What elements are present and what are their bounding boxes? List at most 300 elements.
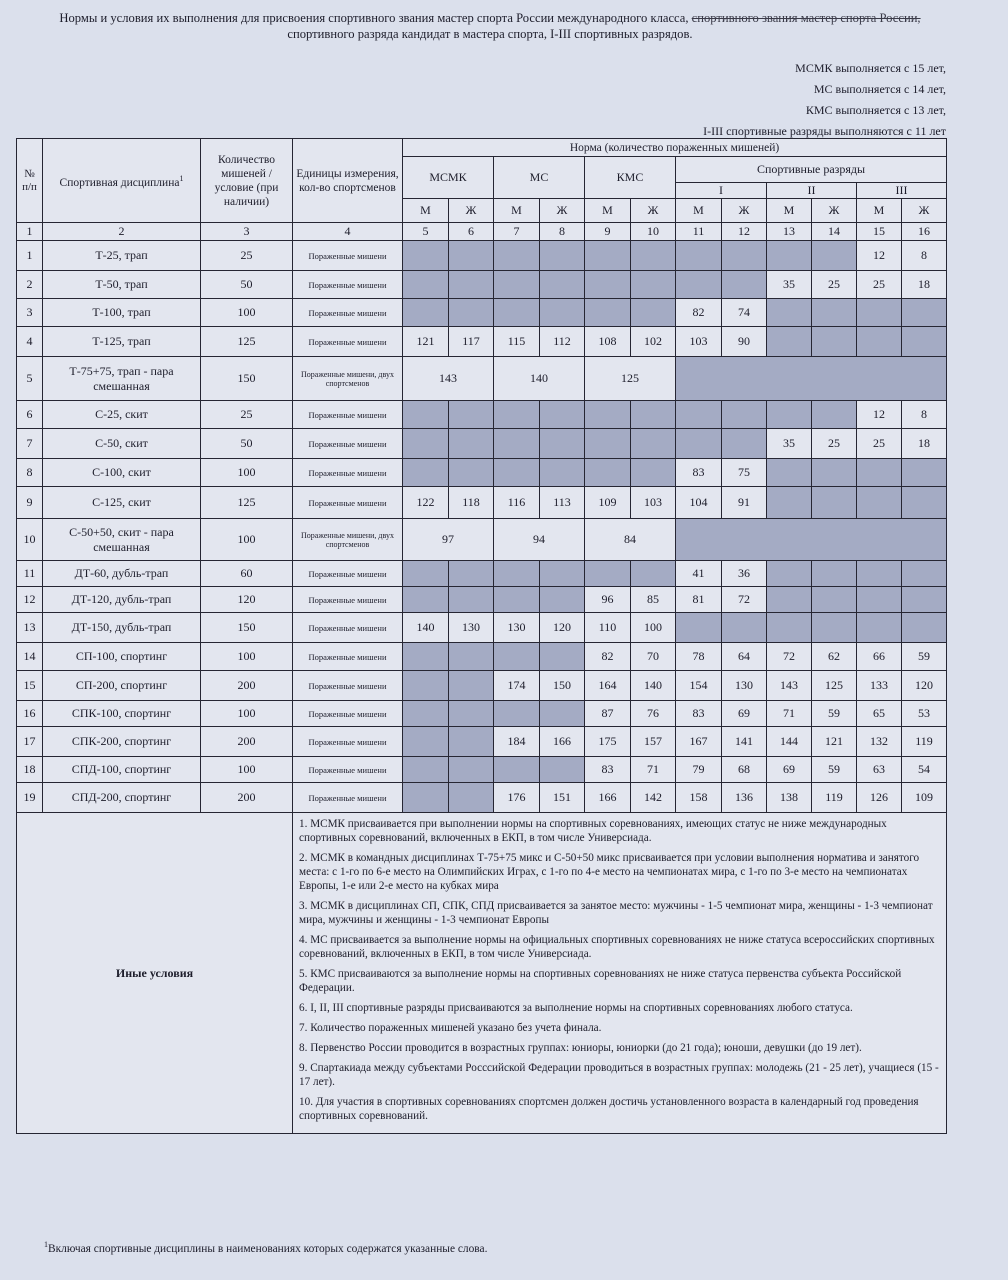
target-count: 25: [201, 401, 293, 429]
norm-value: 109: [902, 783, 947, 813]
norm-value: 96: [585, 587, 631, 613]
discipline-name: ДТ-60, дубль-трап: [43, 561, 201, 587]
empty-norm-cell: [902, 587, 947, 613]
norm-value: 133: [857, 671, 902, 701]
norm-value: 132: [857, 727, 902, 757]
empty-norm-cell: [857, 587, 902, 613]
empty-norm-cell: [812, 241, 857, 271]
empty-norm-cell: [812, 487, 857, 519]
norm-value: 82: [676, 299, 722, 327]
norm-value: 70: [631, 643, 676, 671]
norm-value: 144: [767, 727, 812, 757]
norm-value: 59: [812, 701, 857, 727]
column-number: 13: [767, 223, 812, 241]
discipline-name: С-50+50, скит - пара смешанная: [43, 519, 201, 561]
empty-norm-cell: [767, 587, 812, 613]
norm-value: 126: [857, 783, 902, 813]
condition-note: 8. Первенство России проводится в возрастных группах: юниоры, юниорки (до 21 года); юноши, девушки (до 19 лет).: [299, 1042, 862, 1054]
norm-value: 100: [631, 613, 676, 643]
norm-value: 112: [540, 327, 585, 357]
empty-norm-cell: [767, 327, 812, 357]
unit-cell: Пораженные мишени: [293, 429, 403, 459]
norm-value: 121: [812, 727, 857, 757]
target-count: 200: [201, 671, 293, 701]
norm-value: 138: [767, 783, 812, 813]
empty-norm-cell: [676, 519, 947, 561]
target-count: 100: [201, 757, 293, 783]
unit-cell: Пораженные мишени: [293, 241, 403, 271]
norm-value: 87: [585, 701, 631, 727]
norm-value: 143: [767, 671, 812, 701]
unit-cell: Пораженные мишени: [293, 757, 403, 783]
norm-value: 83: [585, 757, 631, 783]
row-number: 3: [17, 299, 43, 327]
row-number: 7: [17, 429, 43, 459]
norm-value: 150: [540, 671, 585, 701]
target-count: 200: [201, 783, 293, 813]
empty-norm-cell: [767, 401, 812, 429]
table-row: [17, 271, 947, 299]
col-header-discipline: [43, 139, 201, 223]
norm-value: 8: [902, 241, 947, 271]
table-row: [17, 757, 947, 783]
norm-value: 164: [585, 671, 631, 701]
empty-norm-cell: [494, 299, 540, 327]
gender-zh-header: Ж: [540, 199, 585, 223]
norm-value: 72: [767, 643, 812, 671]
norm-header: Норма (количество пораженных мишеней): [403, 139, 947, 157]
unit-cell: Пораженные мишени: [293, 327, 403, 357]
unit-cell: Пораженные мишени: [293, 727, 403, 757]
empty-norm-cell: [812, 587, 857, 613]
norm-value: 69: [722, 701, 767, 727]
norms-table: [16, 138, 947, 1134]
norm-value: 12: [857, 241, 902, 271]
table-row: [17, 401, 947, 429]
unit-cell: Пораженные мишени: [293, 459, 403, 487]
norm-value: 18: [902, 271, 947, 299]
kms-header: КМС: [585, 157, 676, 199]
empty-norm-cell: [585, 271, 631, 299]
empty-norm-cell: [540, 757, 585, 783]
norm-value: 116: [494, 487, 540, 519]
empty-norm-cell: [494, 401, 540, 429]
empty-norm-cell: [540, 643, 585, 671]
norm-value: 130: [722, 671, 767, 701]
norm-value: 25: [812, 429, 857, 459]
pair-norm-kms: 125: [585, 357, 676, 401]
empty-norm-cell: [403, 587, 449, 613]
norm-value: 78: [676, 643, 722, 671]
table-row: [17, 357, 947, 401]
age-requirements: [703, 58, 946, 142]
empty-norm-cell: [449, 701, 494, 727]
condition-note: 7. Количество пораженных мишеней указано без учета финала.: [299, 1022, 602, 1034]
empty-norm-cell: [403, 701, 449, 727]
msmk-header: МСМК: [403, 157, 494, 199]
row-number: 1: [17, 241, 43, 271]
discipline-name: Т-25, трап: [43, 241, 201, 271]
norm-value: 118: [449, 487, 494, 519]
norm-value: 130: [449, 613, 494, 643]
ranks-header: Спортивные разряды: [676, 157, 947, 183]
norm-value: 130: [494, 613, 540, 643]
empty-norm-cell: [767, 613, 812, 643]
target-count: 100: [201, 299, 293, 327]
title-struck-text: спортивного звания мастер спорта России,: [691, 11, 921, 25]
empty-norm-cell: [857, 487, 902, 519]
empty-norm-cell: [540, 701, 585, 727]
empty-norm-cell: [449, 671, 494, 701]
empty-norm-cell: [902, 561, 947, 587]
norm-value: 66: [857, 643, 902, 671]
empty-norm-cell: [403, 561, 449, 587]
empty-norm-cell: [722, 271, 767, 299]
column-number: 11: [676, 223, 722, 241]
gender-m-header: М: [494, 199, 540, 223]
empty-norm-cell: [722, 429, 767, 459]
empty-norm-cell: [812, 613, 857, 643]
target-count: 125: [201, 487, 293, 519]
empty-norm-cell: [449, 783, 494, 813]
condition-note: 2. МСМК в командных дисциплинах Т-75+75 микс и С-50+50 микс присваивается при условии выполнения норматива и занятого места: с 1-го по 6-е место на Олимпийских Играх, с 1-го по 4-е место на чемпионатах мира, с 1-го по 3-е место на чемпионатах Европы, 1-е или 2-е место на кубках мира: [299, 852, 920, 892]
target-count: 60: [201, 561, 293, 587]
empty-norm-cell: [857, 299, 902, 327]
empty-norm-cell: [676, 241, 722, 271]
row-number: 19: [17, 783, 43, 813]
empty-norm-cell: [403, 429, 449, 459]
table-row: [17, 587, 947, 613]
target-count: 50: [201, 429, 293, 459]
row-number: 12: [17, 587, 43, 613]
table-row: [17, 671, 947, 701]
empty-norm-cell: [722, 613, 767, 643]
norm-value: 151: [540, 783, 585, 813]
empty-norm-cell: [449, 429, 494, 459]
table-row: [17, 643, 947, 671]
unit-cell: Пораженные мишени: [293, 401, 403, 429]
empty-norm-cell: [494, 587, 540, 613]
empty-norm-cell: [494, 241, 540, 271]
empty-norm-cell: [449, 401, 494, 429]
discipline-name: Т-50, трап: [43, 271, 201, 299]
empty-norm-cell: [585, 241, 631, 271]
empty-norm-cell: [676, 401, 722, 429]
empty-norm-cell: [631, 271, 676, 299]
empty-norm-cell: [449, 587, 494, 613]
discipline-name: ДТ-150, дубль-трап: [43, 613, 201, 643]
ms-header: МС: [494, 157, 585, 199]
row-number: 8: [17, 459, 43, 487]
norm-value: 140: [631, 671, 676, 701]
empty-norm-cell: [540, 271, 585, 299]
norm-value: 158: [676, 783, 722, 813]
row-number: 6: [17, 401, 43, 429]
empty-norm-cell: [449, 561, 494, 587]
norm-value: 115: [494, 327, 540, 357]
empty-norm-cell: [449, 459, 494, 487]
empty-norm-cell: [403, 401, 449, 429]
table-row: [17, 459, 947, 487]
norm-value: 63: [857, 757, 902, 783]
norm-value: 83: [676, 701, 722, 727]
gender-m-header: М: [585, 199, 631, 223]
empty-norm-cell: [631, 561, 676, 587]
discipline-name: С-100, скит: [43, 459, 201, 487]
empty-norm-cell: [857, 459, 902, 487]
empty-norm-cell: [449, 757, 494, 783]
empty-norm-cell: [449, 727, 494, 757]
empty-norm-cell: [540, 459, 585, 487]
empty-norm-cell: [403, 671, 449, 701]
norm-value: 125: [812, 671, 857, 701]
table-row: [17, 561, 947, 587]
pair-norm-msmk: 97: [403, 519, 494, 561]
empty-norm-cell: [540, 429, 585, 459]
norm-value: 104: [676, 487, 722, 519]
norm-value: 64: [722, 643, 767, 671]
discipline-name: С-50, скит: [43, 429, 201, 459]
title-text-1: Нормы и условия их выполнения для присвоения спортивного звания мастер спорта России международного класса,: [59, 11, 692, 25]
norm-value: 81: [676, 587, 722, 613]
target-count: 100: [201, 519, 293, 561]
column-number: 12: [722, 223, 767, 241]
norm-value: 68: [722, 757, 767, 783]
footnote-text: Включая спортивные дисциплины в наименованиях которых содержатся указанные слова.: [48, 1242, 488, 1255]
norm-value: 113: [540, 487, 585, 519]
norm-value: 167: [676, 727, 722, 757]
col-header-units: Единицы измерения, кол-во спортсменов: [293, 139, 403, 223]
empty-norm-cell: [767, 459, 812, 487]
norm-value: 176: [494, 783, 540, 813]
table-row: [17, 727, 947, 757]
gender-zh-header: Ж: [812, 199, 857, 223]
empty-norm-cell: [631, 241, 676, 271]
document-title: [10, 10, 970, 42]
row-number: 18: [17, 757, 43, 783]
gender-zh-header: Ж: [722, 199, 767, 223]
unit-cell: Пораженные мишени: [293, 613, 403, 643]
norm-value: 62: [812, 643, 857, 671]
condition-note: 1. МСМК присваивается при выполнении нормы на спортивных соревнованиях, имеющих статус не ниже международных спортивных соревнований, включенных в ЕКП, в том числе Универсиада.: [299, 818, 887, 844]
unit-cell: Пораженные мишени: [293, 299, 403, 327]
norm-value: 69: [767, 757, 812, 783]
empty-norm-cell: [812, 561, 857, 587]
norm-value: 121: [403, 327, 449, 357]
empty-norm-cell: [676, 429, 722, 459]
empty-norm-cell: [902, 459, 947, 487]
norm-value: 59: [812, 757, 857, 783]
row-number: 4: [17, 327, 43, 357]
column-number: 5: [403, 223, 449, 241]
other-conditions-notes: [293, 813, 947, 1134]
norm-value: 102: [631, 327, 676, 357]
condition-note: 9. Спартакиада между субъектами Росссийской Федерации проводиться в возрастных группах: молодежь (21 - 25 лет), учащиеся (15 - 17 лет).: [299, 1062, 939, 1088]
unit-cell: Пораженные мишени: [293, 561, 403, 587]
empty-norm-cell: [676, 271, 722, 299]
norm-value: 184: [494, 727, 540, 757]
row-number: 17: [17, 727, 43, 757]
norm-value: 109: [585, 487, 631, 519]
pair-norm-msmk: 143: [403, 357, 494, 401]
empty-norm-cell: [812, 327, 857, 357]
table-row: [17, 429, 947, 459]
norm-value: 59: [902, 643, 947, 671]
column-number: 4: [293, 223, 403, 241]
col-header-targets: Количество мишеней / условие (при наличии): [201, 139, 293, 223]
empty-norm-cell: [631, 459, 676, 487]
target-count: 50: [201, 271, 293, 299]
norm-value: 91: [722, 487, 767, 519]
empty-norm-cell: [494, 429, 540, 459]
empty-norm-cell: [812, 299, 857, 327]
norm-value: 136: [722, 783, 767, 813]
empty-norm-cell: [676, 613, 722, 643]
target-count: 150: [201, 357, 293, 401]
target-count: 150: [201, 613, 293, 643]
empty-norm-cell: [449, 271, 494, 299]
row-number: 14: [17, 643, 43, 671]
col-header-no: № п/п: [17, 139, 43, 223]
row-number: 16: [17, 701, 43, 727]
norm-value: 71: [767, 701, 812, 727]
empty-norm-cell: [585, 561, 631, 587]
rank-2-header: II: [767, 183, 857, 199]
norm-value: 36: [722, 561, 767, 587]
column-number: 8: [540, 223, 585, 241]
empty-norm-cell: [540, 587, 585, 613]
norm-value: 103: [631, 487, 676, 519]
norm-value: 140: [403, 613, 449, 643]
norm-value: 53: [902, 701, 947, 727]
norm-value: 119: [812, 783, 857, 813]
empty-norm-cell: [494, 459, 540, 487]
column-number: 7: [494, 223, 540, 241]
empty-norm-cell: [902, 487, 947, 519]
target-count: 100: [201, 701, 293, 727]
norm-value: 79: [676, 757, 722, 783]
norm-value: 174: [494, 671, 540, 701]
empty-norm-cell: [857, 561, 902, 587]
norm-value: 25: [857, 271, 902, 299]
empty-norm-cell: [676, 357, 947, 401]
discipline-name: Т-75+75, трап - пара смешанная: [43, 357, 201, 401]
empty-norm-cell: [812, 459, 857, 487]
norm-value: 110: [585, 613, 631, 643]
empty-norm-cell: [767, 561, 812, 587]
empty-norm-cell: [631, 401, 676, 429]
gender-zh-header: Ж: [631, 199, 676, 223]
gender-m-header: М: [857, 199, 902, 223]
column-number: 1: [17, 223, 43, 241]
norm-value: 8: [902, 401, 947, 429]
norm-value: 72: [722, 587, 767, 613]
gender-m-header: М: [676, 199, 722, 223]
footnote: [44, 1240, 487, 1255]
norm-value: 90: [722, 327, 767, 357]
target-count: 100: [201, 459, 293, 487]
norm-value: 141: [722, 727, 767, 757]
empty-norm-cell: [902, 299, 947, 327]
norm-value: 120: [540, 613, 585, 643]
row-number: 10: [17, 519, 43, 561]
unit-cell: Пораженные мишени: [293, 587, 403, 613]
norm-value: 54: [902, 757, 947, 783]
table-row: [17, 327, 947, 357]
table-row: [17, 519, 947, 561]
pair-norm-ms: 140: [494, 357, 585, 401]
empty-norm-cell: [449, 299, 494, 327]
empty-norm-cell: [585, 459, 631, 487]
norm-value: 25: [812, 271, 857, 299]
target-count: 125: [201, 327, 293, 357]
discipline-name: СП-200, спортинг: [43, 671, 201, 701]
empty-norm-cell: [722, 241, 767, 271]
footnote-mark: 1: [179, 173, 184, 183]
col-header-discipline-text: Спортивная дисциплина: [59, 176, 180, 189]
empty-norm-cell: [585, 429, 631, 459]
gender-zh-header: Ж: [902, 199, 947, 223]
empty-norm-cell: [722, 401, 767, 429]
gender-zh-header: Ж: [449, 199, 494, 223]
table-row: [17, 241, 947, 271]
unit-cell: Пораженные мишени: [293, 701, 403, 727]
empty-norm-cell: [767, 299, 812, 327]
norm-value: 175: [585, 727, 631, 757]
discipline-name: Т-100, трап: [43, 299, 201, 327]
unit-cell: Пораженные мишени: [293, 783, 403, 813]
unit-cell: Пораженные мишени, двух спортсменов: [293, 357, 403, 401]
norm-value: 108: [585, 327, 631, 357]
empty-norm-cell: [494, 701, 540, 727]
norm-value: 75: [722, 459, 767, 487]
table-row: [17, 701, 947, 727]
empty-norm-cell: [403, 643, 449, 671]
condition-note: 3. МСМК в дисциплинах СП, СПК, СПД присваивается за занятое место: мужчины - 1-5 чемпионат мира, женщины - 1-3 чемпионат мира, мужчины и женщины - 1-3 чемпионат Европы: [299, 900, 933, 926]
empty-norm-cell: [631, 429, 676, 459]
age-ms: МС выполняется с 14 лет,: [813, 82, 946, 96]
empty-norm-cell: [767, 241, 812, 271]
condition-note: 6. I, II, III спортивные разряды присваиваются за выполнение нормы на спортивных соревнованиях любого статуса.: [299, 1002, 853, 1014]
empty-norm-cell: [403, 271, 449, 299]
discipline-name: ДТ-120, дубль-трап: [43, 587, 201, 613]
pair-norm-kms: 84: [585, 519, 676, 561]
empty-norm-cell: [902, 327, 947, 357]
empty-norm-cell: [403, 299, 449, 327]
discipline-name: СПД-200, спортинг: [43, 783, 201, 813]
unit-cell: Пораженные мишени: [293, 671, 403, 701]
unit-cell: Пораженные мишени: [293, 487, 403, 519]
target-count: 25: [201, 241, 293, 271]
norm-value: 122: [403, 487, 449, 519]
discipline-name: СПД-100, спортинг: [43, 757, 201, 783]
discipline-name: СП-100, спортинг: [43, 643, 201, 671]
row-number: 13: [17, 613, 43, 643]
empty-norm-cell: [494, 271, 540, 299]
unit-cell: Пораженные мишени, двух спортсменов: [293, 519, 403, 561]
rank-3-header: III: [857, 183, 947, 199]
column-number: 6: [449, 223, 494, 241]
norm-value: 35: [767, 429, 812, 459]
norm-value: 18: [902, 429, 947, 459]
empty-norm-cell: [540, 561, 585, 587]
title-text-2: спортивного разряда кандидат в мастера спорта, I-III спортивных разрядов.: [287, 27, 693, 41]
pair-norm-ms: 94: [494, 519, 585, 561]
column-number: 10: [631, 223, 676, 241]
condition-note: 10. Для участия в спортивных соревнованиях спортсмен должен достичь установленного возраста в календарный год проведения спортивных соревнований.: [299, 1096, 919, 1122]
discipline-name: Т-125, трап: [43, 327, 201, 357]
column-number: 9: [585, 223, 631, 241]
